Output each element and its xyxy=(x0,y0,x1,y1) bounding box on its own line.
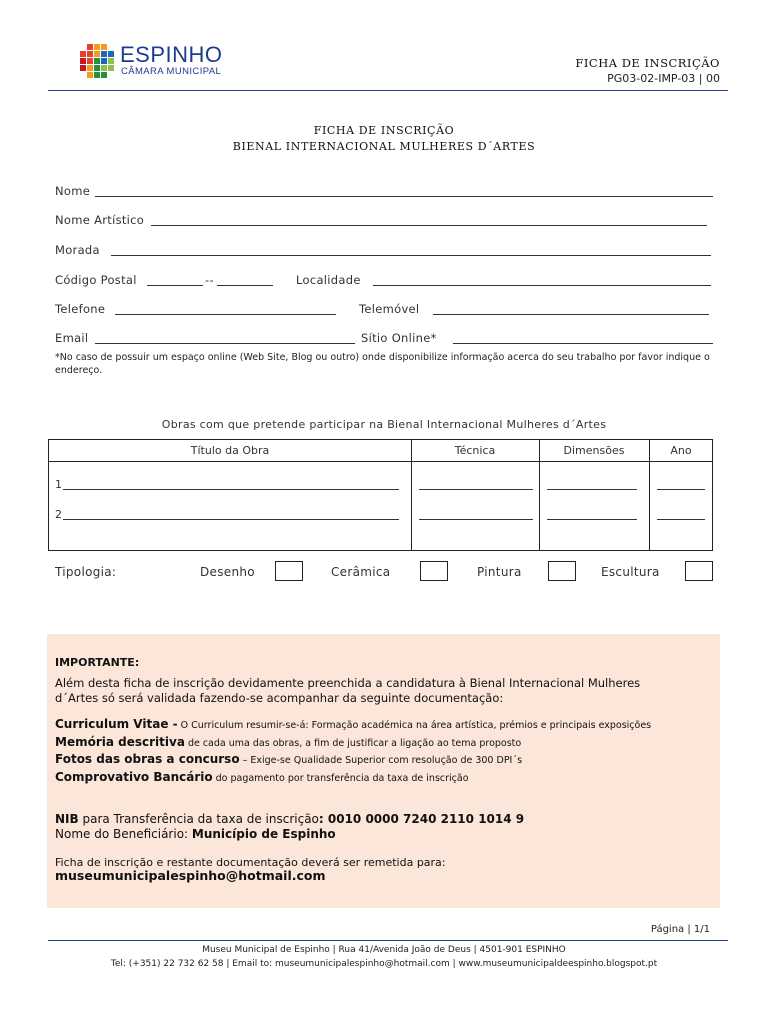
important-intro-line2: d´Artes só será validada fazendo-se acompanhar da seguinte documentação: xyxy=(55,691,504,705)
logo-tile xyxy=(87,51,93,57)
label-email: Email xyxy=(55,331,89,345)
footer-address: Museu Municipal de Espinho | Rua 41/Avenida João de Deus | 4501-901 ESPINHO xyxy=(202,945,566,955)
logo-tile xyxy=(94,58,100,64)
input-line-titulo-1[interactable] xyxy=(63,489,399,490)
option-desenho-label: Desenho xyxy=(200,565,255,579)
row-number-1: 1 xyxy=(55,478,62,491)
doc-item-comprovativo: Comprovativo Bancário do pagamento por transferência da taxa de inscrição xyxy=(55,770,469,784)
logo-tile xyxy=(80,44,86,50)
footer-divider xyxy=(48,940,728,941)
input-line-tecnica-2[interactable] xyxy=(419,519,533,520)
obras-table xyxy=(48,439,713,551)
field-morada[interactable] xyxy=(55,243,715,259)
logo-tile xyxy=(108,44,114,50)
label-telefone: Telefone xyxy=(55,302,106,316)
input-line-morada[interactable] xyxy=(111,255,711,256)
page-title-line2: BIENAL INTERNACIONAL MULHERES D´ARTES xyxy=(232,140,536,153)
logo-tile xyxy=(87,72,93,78)
table-header-divider xyxy=(49,461,712,462)
label-localidade: Localidade xyxy=(296,273,361,287)
field-codigo-postal[interactable] xyxy=(55,273,715,289)
input-line-sitio-online[interactable] xyxy=(453,343,713,344)
input-line-ano-2[interactable] xyxy=(657,519,705,520)
doc-item-fotos: Fotos das obras a concurso – Exige-se Qualidade Superior com resolução de 300 DPI´s xyxy=(55,752,523,766)
checkbox-escultura[interactable] xyxy=(685,561,713,581)
sitio-online-note: *No caso de possuir um espaço online (Web Site, Blog ou outro) onde disponibilize informação acerca do seu trabalho por favor indique o endereço. xyxy=(55,352,710,376)
doc-item-curriculum: Curriculum Vitae - O Curriculum resumir-se-á: Formação académica na área artística, prémios e principais exposições xyxy=(55,717,652,731)
col-header-titulo: Título da Obra xyxy=(190,444,270,457)
logo-mosaic-icon xyxy=(80,44,114,78)
input-line-nome[interactable] xyxy=(95,196,713,197)
label-sitio-online: Sítio Online* xyxy=(361,331,437,345)
logo-tile xyxy=(101,51,107,57)
submission-email[interactable]: museumunicipalespinho@hotmail.com xyxy=(55,868,326,883)
input-line-dimensoes-1[interactable] xyxy=(547,489,637,490)
option-escultura-label: Escultura xyxy=(601,565,660,579)
logo-tile xyxy=(80,51,86,57)
footer-contacts: Tel: (+351) 22 732 62 58 | Email to: museumunicipalespinho@hotmail.com | www.museumunicipaldeespinho.blogspot.pt xyxy=(110,959,658,969)
field-email[interactable] xyxy=(55,331,715,347)
logo-tile xyxy=(80,65,86,71)
tipologia-label: Tipologia: xyxy=(55,565,117,579)
page-number: Página | 1/1 xyxy=(650,924,710,935)
input-line-tecnica-1[interactable] xyxy=(419,489,533,490)
input-line-email[interactable] xyxy=(95,343,355,344)
input-line-telefone[interactable] xyxy=(115,314,336,315)
label-nome: Nome xyxy=(55,184,91,198)
logo-tile xyxy=(108,65,114,71)
logo-tile xyxy=(87,44,93,50)
input-line-titulo-2[interactable] xyxy=(63,519,399,520)
header-doc-title: FICHA DE INSCRIÇÃO xyxy=(575,56,720,70)
important-box xyxy=(47,634,720,908)
input-line-localidade[interactable] xyxy=(373,285,711,286)
logo-subtitle: CÂMARA MUNICIPAL xyxy=(121,66,222,77)
label-morada: Morada xyxy=(55,243,100,257)
logo-tile xyxy=(87,65,93,71)
checkbox-pintura[interactable] xyxy=(548,561,576,581)
obras-caption: Obras com que pretende participar na Bienal Internacional Mulheres d´Artes xyxy=(161,418,607,431)
col-header-ano: Ano xyxy=(670,444,692,457)
field-telefone[interactable] xyxy=(55,302,715,318)
important-heading: IMPORTANTE: xyxy=(55,656,140,669)
col-header-tecnica: Técnica xyxy=(454,444,496,457)
input-line-cp-1[interactable] xyxy=(147,285,203,286)
field-nome-artistico[interactable] xyxy=(55,213,715,229)
logo-tile xyxy=(94,65,100,71)
input-line-cp-2[interactable] xyxy=(217,285,273,286)
header-divider xyxy=(48,90,728,91)
espinho-logo xyxy=(80,44,240,80)
label-codigo-postal: Código Postal xyxy=(55,273,137,287)
option-ceramica-label: Cerâmica xyxy=(331,565,391,579)
logo-tile xyxy=(94,44,100,50)
logo-tile xyxy=(87,58,93,64)
nib-line: NIB para Transferência da taxa de inscrição: 0010 0000 7240 2110 1014 9 xyxy=(55,812,525,826)
checkbox-desenho[interactable] xyxy=(275,561,303,581)
logo-tile xyxy=(101,44,107,50)
logo-tile xyxy=(94,72,100,78)
label-nome-artistico: Nome Artístico xyxy=(55,213,145,227)
input-line-ano-1[interactable] xyxy=(657,489,705,490)
input-line-nome-artistico[interactable] xyxy=(151,225,707,226)
logo-tile xyxy=(101,58,107,64)
label-telemovel: Telemóvel xyxy=(359,302,420,316)
field-nome[interactable] xyxy=(55,184,715,200)
input-line-dimensoes-2[interactable] xyxy=(547,519,637,520)
logo-tile xyxy=(101,65,107,71)
col-header-dimensoes: Dimensões xyxy=(563,444,625,457)
logo-tile xyxy=(80,58,86,64)
doc-item-memoria: Memória descritiva de cada uma das obras, a fim de justificar a ligação ao tema proposto xyxy=(55,735,522,749)
option-pintura-label: Pintura xyxy=(477,565,522,579)
logo-tile xyxy=(108,72,114,78)
logo-tile xyxy=(101,72,107,78)
send-instructions: Ficha de inscrição e restante documentação deverá ser remetida para: xyxy=(55,856,446,869)
input-line-telemovel[interactable] xyxy=(433,314,709,315)
cp-separator: -- xyxy=(205,273,214,287)
logo-name: ESPINHO xyxy=(120,42,223,67)
important-intro-line1: Além desta ficha de inscrição devidamente preenchida a candidatura à Bienal Internacional Mulheres xyxy=(55,676,641,690)
logo-tile xyxy=(108,51,114,57)
beneficiario-line: Nome do Beneficiário: Município de Espinho xyxy=(55,827,336,841)
header-doc-code: PG03-02-IMP-03 | 00 xyxy=(607,72,720,85)
page-title-line1: FICHA DE INSCRIÇÃO xyxy=(313,124,455,137)
checkbox-ceramica[interactable] xyxy=(420,561,448,581)
row-number-2: 2 xyxy=(55,508,62,521)
logo-tile xyxy=(94,51,100,57)
logo-tile xyxy=(80,72,86,78)
logo-tile xyxy=(108,58,114,64)
